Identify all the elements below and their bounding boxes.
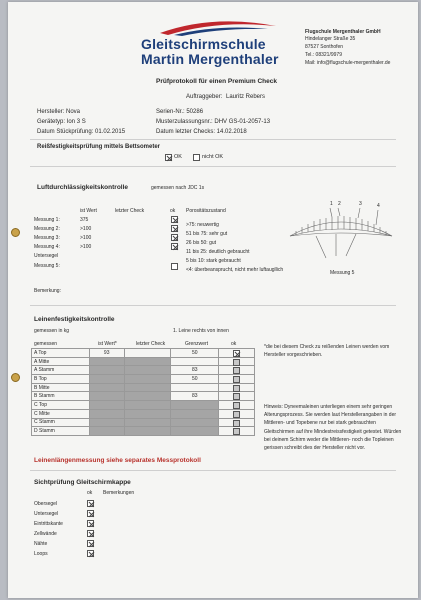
line-actual — [89, 375, 124, 384]
line-ok-checkbox[interactable] — [233, 359, 240, 366]
tear-test-ok-checkbox[interactable] — [165, 154, 172, 161]
line-ok-checkbox[interactable] — [233, 402, 240, 409]
porosity-remarks-label: Bemerkung: — [34, 288, 61, 294]
line-limit — [171, 427, 219, 436]
line-actual: 93 — [89, 349, 124, 358]
visual-row-ok-checkbox[interactable] — [87, 520, 94, 527]
line-ok-cell — [219, 383, 255, 392]
line-name: D Stamm — [32, 427, 90, 436]
line-name: A Mitte — [32, 357, 90, 366]
lines-heading: Leinenfestigkeitskontrolle — [34, 316, 115, 323]
visual-row-ok-checkbox[interactable] — [87, 540, 94, 547]
line-ok-cell — [219, 427, 255, 436]
line-actual — [89, 409, 124, 418]
visual-row-ok-checkbox[interactable] — [87, 510, 94, 517]
visual-row-ok-checkbox[interactable] — [87, 500, 94, 507]
porosity-state: <4: überbeansprucht, nicht mehr luftaugllich — [186, 267, 284, 273]
visual-row-label: Nähte — [34, 541, 48, 547]
porosity-state: 26 bis 50: gut — [186, 240, 217, 246]
line-ok-checkbox[interactable] — [233, 367, 240, 374]
line-last — [124, 383, 171, 392]
table-row — [32, 349, 255, 358]
porosity-col-actual: ist Wert — [80, 208, 97, 214]
visual-row-label: Eintrittskante — [34, 521, 63, 527]
last-check-date: Datum letzter Checks: 14.02.2018 — [156, 129, 247, 135]
line-actual — [89, 366, 124, 375]
porosity-row-label: Messung 3: — [34, 235, 60, 241]
porosity-col-ok: ok — [170, 208, 176, 214]
line-ok-cell — [219, 349, 255, 358]
company-mail: Mail: info@flugschule-mergenthaler.de — [305, 60, 391, 66]
table-row — [32, 409, 255, 418]
visual-col-remarks: Bemerkungen — [103, 490, 135, 496]
lines-measured-in: gemessen in kg — [34, 328, 70, 334]
porosity-state: 5 bis 10: stark gebraucht — [186, 258, 241, 264]
lines-col-last: letzter Check — [136, 341, 166, 347]
lines-leash-note: 1. Leine rechts von innen — [173, 328, 229, 334]
wing-diagram-number: 2 — [338, 201, 341, 207]
line-name: B Stamm — [32, 392, 90, 401]
line-last — [124, 418, 171, 427]
visual-heading: Sichtprüfung Gleitschirmkappe — [34, 479, 131, 486]
line-ok-cell — [219, 418, 255, 427]
line-actual — [89, 401, 124, 410]
line-name: B Mitte — [32, 383, 90, 392]
tear-test-not-ok-checkbox[interactable] — [193, 154, 200, 161]
line-ok-cell — [219, 409, 255, 418]
line-name: C Stamm — [32, 418, 90, 427]
porosity-row-ok-checkbox[interactable] — [171, 263, 178, 270]
line-ok-checkbox[interactable] — [233, 385, 240, 392]
company-phone: Tel.: 08321/9979 — [305, 52, 342, 58]
porosity-row-ok-checkbox[interactable] — [171, 216, 178, 223]
line-last — [124, 427, 171, 436]
tear-test-ok-label: OK — [174, 154, 182, 160]
lines-col-actual: ist Wert* — [98, 341, 117, 347]
table-row — [32, 427, 255, 436]
lines-col-limit: Grenzwert — [185, 341, 209, 347]
porosity-state: 11 bis 25: deutlich gebraucht — [186, 249, 250, 255]
line-name: A Top — [32, 349, 90, 358]
table-row — [32, 401, 255, 410]
line-ok-cell — [219, 375, 255, 384]
line-limit: 50 — [171, 375, 219, 384]
line-actual — [89, 427, 124, 436]
visual-row-label: Zellwände — [34, 531, 57, 537]
line-limit — [171, 357, 219, 366]
table-row — [32, 392, 255, 401]
build-date: Datum Stückprüfung: 01.02.2015 — [37, 129, 126, 135]
lines-footnote: *die bei diesem Check zu reißenden Leinen werden vom Hersteller vorgeschrieben. — [264, 344, 390, 358]
line-limit: 83 — [171, 392, 219, 401]
line-limit: 50 — [171, 349, 219, 358]
visual-row-label: Loops — [34, 551, 48, 557]
table-row — [32, 357, 255, 366]
visual-row-ok-checkbox[interactable] — [87, 530, 94, 537]
line-actual — [89, 357, 124, 366]
porosity-row-value: 375 — [80, 217, 89, 223]
line-limit — [171, 383, 219, 392]
wing-diagram-number: 3 — [359, 201, 362, 207]
porosity-row-ok-checkbox[interactable] — [171, 234, 178, 241]
line-name: C Top — [32, 401, 90, 410]
line-last — [124, 401, 171, 410]
divider — [30, 139, 396, 140]
table-row — [32, 418, 255, 427]
divider — [30, 305, 396, 306]
line-length-heading: Leinenlängenmessung siehe separates Messprotokoll — [34, 457, 201, 464]
line-limit — [171, 418, 219, 427]
company-street: Hindelanger Straße 35 — [305, 36, 356, 42]
wing-diagram-number: 4 — [377, 203, 380, 209]
visual-col-ok: ok — [87, 490, 93, 496]
lines-col-ok: ok — [231, 341, 237, 347]
porosity-row-ok-checkbox[interactable] — [171, 243, 178, 250]
line-name: B Top — [32, 375, 90, 384]
line-limit — [171, 401, 219, 410]
line-ok-cell — [219, 401, 255, 410]
porosity-col-last: letzter Check — [115, 208, 145, 214]
line-last — [124, 375, 171, 384]
line-ok-checkbox[interactable] — [233, 428, 240, 435]
lines-table — [31, 348, 255, 436]
visual-row-label: Untersegel — [34, 511, 59, 517]
porosity-row-value: >100 — [80, 244, 92, 250]
line-name: A Stamm — [32, 366, 90, 375]
line-actual — [89, 392, 124, 401]
visual-row-label: Obersegel — [34, 501, 58, 507]
line-last — [124, 392, 171, 401]
porosity-row-ok-checkbox[interactable] — [171, 225, 178, 232]
visual-row-ok-checkbox[interactable] — [87, 550, 94, 557]
table-row — [32, 383, 255, 392]
line-last — [124, 409, 171, 418]
wing-diagram — [286, 198, 396, 273]
line-ok-checkbox[interactable] — [233, 350, 240, 357]
porosity-row-value: >100 — [80, 226, 92, 232]
line-limit — [171, 409, 219, 418]
company-name: Flugschule Mergenthaler GmbH — [305, 29, 381, 35]
punch-hole-top — [11, 228, 20, 237]
company-city: 87527 Sonthofen — [305, 44, 344, 50]
punch-hole-bottom — [11, 373, 20, 382]
porosity-heading: Luftdurchlässigkeitskontrolle — [37, 184, 129, 191]
table-row — [32, 375, 255, 384]
porosity-row-value: >100 — [80, 235, 92, 241]
logo-swoosh — [158, 16, 278, 36]
line-limit: 83 — [171, 366, 219, 375]
line-last — [124, 357, 171, 366]
client-value: Lauritz Rebers — [226, 94, 266, 100]
porosity-state: 51 bis 75: sehr gut — [186, 231, 228, 237]
logo-school-line2: Martin Mergenthaler — [141, 51, 279, 67]
line-name: C Mitte — [32, 409, 90, 418]
client-label: Auftraggeber: — [186, 94, 223, 100]
manufacturer: Hersteller: Nova — [37, 109, 81, 115]
wing-diagram-number: 1 — [330, 201, 333, 207]
line-ok-cell — [219, 392, 255, 401]
porosity-row-label: Messung 5: — [34, 263, 60, 269]
porosity-row-label: Untersegel — [34, 253, 59, 259]
line-ok-checkbox[interactable] — [233, 411, 240, 418]
line-actual — [89, 383, 124, 392]
line-last — [124, 349, 171, 358]
line-ok-checkbox[interactable] — [233, 420, 240, 427]
porosity-row-label: Messung 1: — [34, 217, 60, 223]
line-ok-cell — [219, 357, 255, 366]
porosity-row-label: Messung 4: — [34, 244, 60, 250]
serial-number: Serien-Nr.: 50286 — [156, 109, 204, 115]
porosity-state: >75: neuwertig — [186, 222, 219, 228]
divider — [30, 166, 396, 167]
divider — [30, 470, 396, 471]
table-row — [32, 366, 255, 375]
line-ok-checkbox[interactable] — [233, 376, 240, 383]
porosity-col-state: Porositätszustand — [186, 208, 226, 214]
lines-col-measured: gemessen — [34, 341, 58, 347]
tear-test-not-ok-label: nicht OK — [202, 154, 224, 160]
line-last — [124, 366, 171, 375]
line-ok-checkbox[interactable] — [233, 393, 240, 400]
logo-school-line1: Gleitschirmschule — [141, 36, 266, 52]
lines-hint: Hinweis: Dyneemaleinen unterliegen einem sehr geringen Alterungsprozess. Sie werden laut Herstellerangaben in der Mittleren- und Topebene nur bei stark gebrauchten Gleitschirmen auf ihre Mindestreissfestigkeit getestet. Würden bei deinem Schirm weder die Mittleren- noch die Topleinen gerissen schreibt dies der Hersteller nicht vor. — [264, 404, 402, 452]
document-page — [8, 2, 418, 598]
porosity-row-label: Messung 2: — [34, 226, 60, 232]
tear-test-heading: Reißfestigkeitsprüfung mittels Bettsometer — [37, 144, 161, 150]
approval-number: Musterzulassungsnr.: DHV GS-01-2057-13 — [156, 119, 271, 125]
line-ok-cell — [219, 366, 255, 375]
porosity-measured-after: gemessen nach JDC 1s — [151, 185, 205, 191]
wing-diagram-caption: Messung 5 — [330, 270, 355, 276]
line-actual — [89, 418, 124, 427]
document-title: Prüfprotokoll für einen Premium Check — [156, 78, 277, 85]
device-type: Gerätetyp: Ion 3 S — [37, 119, 86, 125]
